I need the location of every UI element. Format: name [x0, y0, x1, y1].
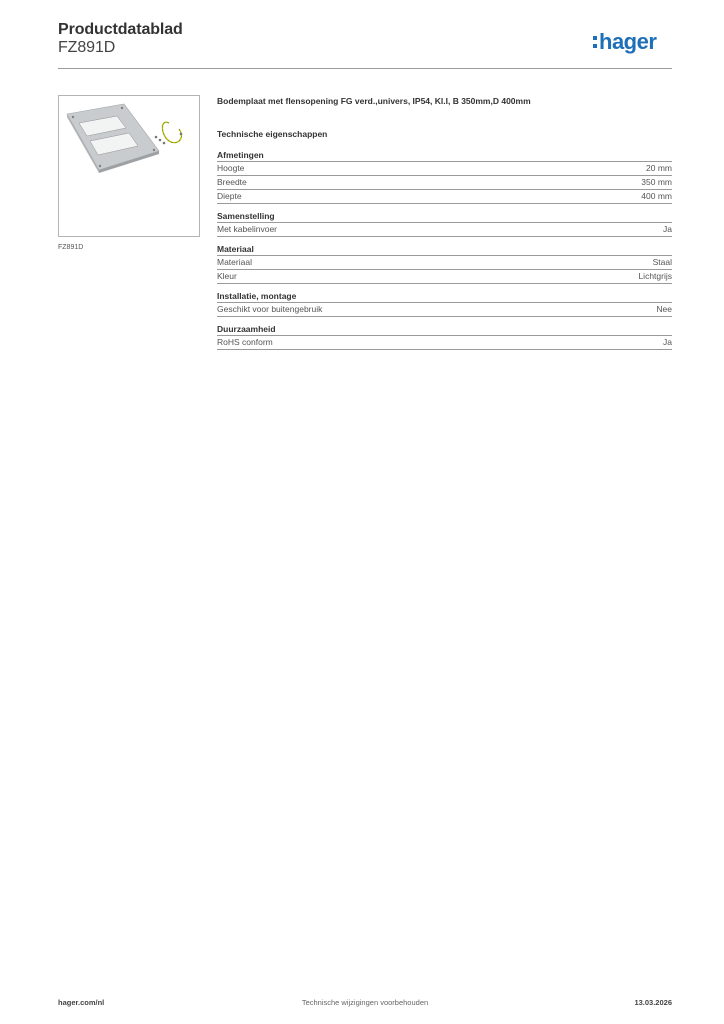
spec-group-title: Duurzaamheid: [217, 324, 276, 334]
logo-wordmark: hager: [599, 29, 657, 54]
spec-row: [217, 175, 672, 189]
spec-row: [217, 335, 672, 350]
spec-row: [217, 222, 672, 237]
header-divider: [58, 68, 672, 69]
spec-value: Ja: [663, 337, 672, 347]
spec-group-duurzaamheid: [217, 324, 672, 350]
spec-value: Staal: [652, 257, 672, 267]
spec-label: Geschikt voor buitengebruik: [217, 304, 323, 314]
spec-row: [217, 161, 672, 175]
spec-row: [217, 302, 672, 317]
spec-group-title: Installatie, montage: [217, 291, 297, 301]
spec-row: [217, 189, 672, 204]
product-description: Bodemplaat met flensopening FG verd.,univers, IP54, Kl.I, B 350mm,D 400mm: [217, 96, 531, 106]
hager-logo: [592, 29, 672, 60]
spec-value: Nee: [656, 304, 672, 314]
spec-label: Materiaal: [217, 257, 252, 267]
spec-row: [217, 269, 672, 284]
spec-row: [217, 255, 672, 269]
spec-value: Ja: [663, 224, 672, 234]
spec-group-title: Samenstelling: [217, 211, 275, 221]
footer-website-link[interactable]: hager.com/nl: [58, 998, 105, 1007]
spec-value: 20 mm: [646, 163, 672, 173]
spec-group-materiaal: [217, 244, 672, 284]
footer-notice: Technische wijzigingen voorbehouden: [301, 998, 429, 1007]
footer-date: 13.03.2026: [634, 998, 672, 1007]
image-caption: FZ891D: [58, 244, 84, 251]
page-footer: [58, 998, 672, 1010]
spec-label: Kleur: [217, 271, 237, 281]
spec-group-installatie: [217, 291, 672, 317]
spec-group-afmetingen: [217, 150, 672, 204]
spec-label: Hoogte: [217, 163, 245, 173]
spec-group-title: Materiaal: [217, 244, 254, 254]
spec-value: 350 mm: [641, 177, 672, 187]
spec-group-samenstelling: [217, 211, 672, 237]
spec-group-title: Afmetingen: [217, 150, 264, 160]
document-title: Productdatablad: [58, 21, 183, 38]
product-image: [58, 95, 200, 237]
specs-heading: Technische eigenschappen: [217, 129, 328, 139]
product-code: FZ891D: [58, 39, 116, 56]
product-details: [217, 96, 672, 350]
spec-value: Lichtgrijs: [638, 271, 672, 281]
spec-label: RoHS conform: [217, 337, 273, 347]
spec-value: 400 mm: [641, 191, 672, 201]
page-header: [58, 20, 672, 68]
spec-label: Diepte: [217, 191, 242, 201]
spec-label: Met kabelinvoer: [217, 224, 278, 234]
spec-label: Breedte: [217, 177, 247, 187]
